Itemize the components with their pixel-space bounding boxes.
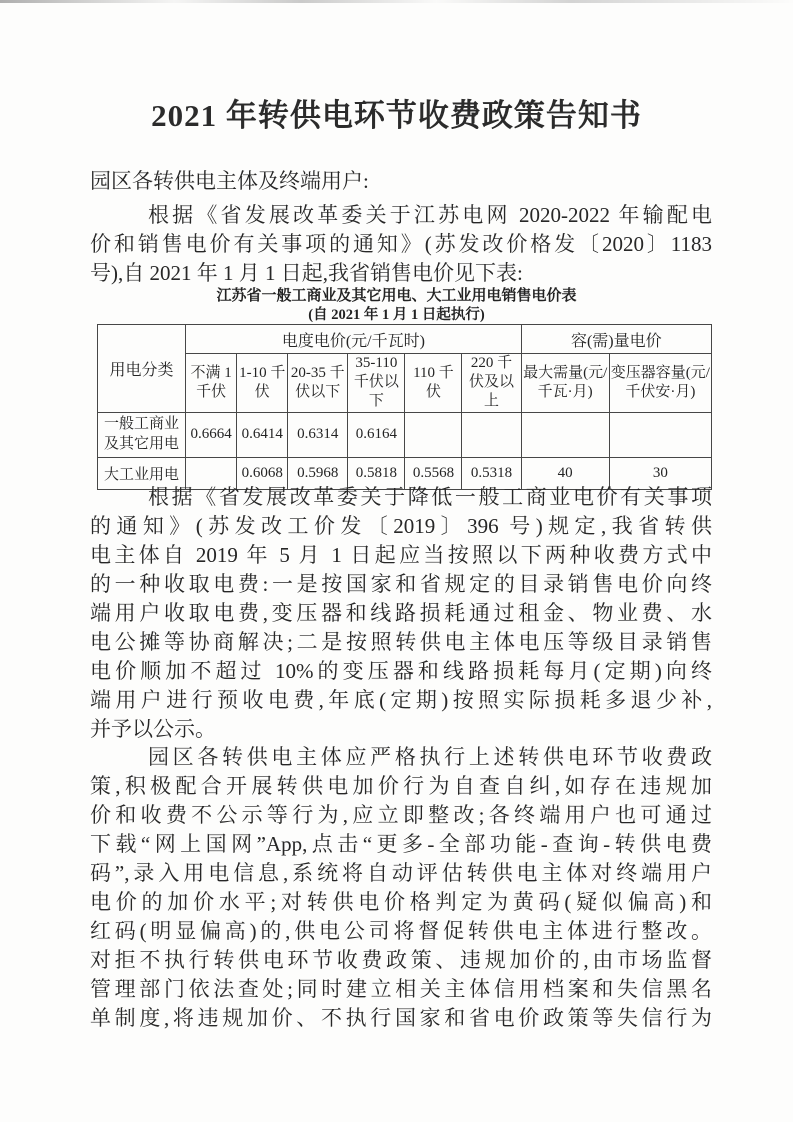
table-subtitle: (自 2021 年 1 月 1 日起执行) bbox=[308, 307, 485, 323]
text-line: 电价的加价水平;对转供电价格判定为黄码(疑似偏高)和 bbox=[90, 890, 712, 914]
column-header-voltage: 220 千伏及以上 bbox=[462, 354, 521, 413]
price-cell: 0.6164 bbox=[348, 412, 405, 457]
text-line: 单制度,将违规加价、不执行国家和省电价政策等失信行为 bbox=[90, 1006, 712, 1030]
table-header-row-columns bbox=[98, 354, 712, 413]
text-line: 园区各转供电主体应严格执行上述转供电环节收费政 bbox=[148, 745, 712, 769]
text-line: 码”,录入用电信息,系统将自动评估转供电主体对终端用户 bbox=[90, 861, 712, 885]
text-line: 端用户收取电费,变压器和线路损耗通过租金、物业费、水 bbox=[90, 601, 712, 625]
price-cell: 0.5968 bbox=[288, 457, 348, 489]
text-line: 电价顺加不超过 10%的变压器和线路损耗每月(定期)向终 bbox=[90, 659, 712, 683]
price-cell: 0.6664 bbox=[186, 412, 237, 457]
price-cell: 40 bbox=[521, 457, 609, 489]
text-line: 管理部门依法查处;同时建立相关主体信用档案和失信黑名 bbox=[90, 977, 712, 1001]
salutation: 园区各转供电主体及终端用户: bbox=[90, 169, 369, 193]
text-line: 并予以公示。 bbox=[90, 717, 216, 741]
column-header-voltage: 不满 1 千伏 bbox=[186, 354, 237, 413]
table-title: 江苏省一般工商业及其它用电、大工业用电销售电价表 bbox=[216, 288, 577, 304]
paragraph-enforcement bbox=[90, 743, 712, 1033]
price-cell: 0.5818 bbox=[348, 457, 405, 489]
column-header-voltage: 35-110 千伏以下 bbox=[348, 354, 405, 413]
price-cell: 0.5568 bbox=[405, 457, 462, 489]
column-header-category: 用电分类 bbox=[98, 325, 186, 413]
column-header-transformer-capacity: 变压器容量(元/千伏安·月) bbox=[609, 354, 711, 413]
paragraph-intro bbox=[90, 201, 712, 288]
column-header-voltage: 20-35 千伏以下 bbox=[288, 354, 348, 413]
column-group-capacity-price: 容(需)量电价 bbox=[521, 325, 711, 354]
text-line: 对拒不执行转供电环节收费政策、违规加价的,由市场监督 bbox=[90, 948, 712, 972]
column-group-energy-price: 电度电价(元/千瓦时) bbox=[186, 325, 521, 354]
price-cell bbox=[405, 412, 462, 457]
text-line: 策,积极配合开展转供电加价行为自查自纠,如存在违规加 bbox=[90, 774, 712, 798]
row-category: 大工业用电 bbox=[98, 457, 186, 489]
text-line: 价和销售电价有关事项的通知》(苏发改价格发〔2020〕1183 bbox=[90, 232, 712, 256]
price-cell: 0.6414 bbox=[237, 412, 288, 457]
text-line: 根据《省发展改革委关于降低一般工商业电价有关事项 bbox=[148, 485, 712, 509]
text-line: 下载“网上国网”App,点击“更多-全部功能-查询-转供电费 bbox=[90, 832, 712, 856]
table-header-row-groups bbox=[98, 325, 712, 354]
price-cell: 0.5318 bbox=[462, 457, 521, 489]
row-category: 一般工商业及其它用电 bbox=[98, 412, 186, 457]
text-line: 号),自 2021 年 1 月 1 日起,我省销售电价见下表: bbox=[90, 261, 523, 285]
text-line: 电公摊等协商解决;二是按照转供电主体电压等级目录销售 bbox=[90, 630, 712, 654]
column-header-voltage: 110 千伏 bbox=[405, 354, 462, 413]
electricity-price-table bbox=[97, 324, 712, 490]
table-row-general-commercial bbox=[98, 412, 712, 457]
column-header-max-demand: 最大需量(元/千瓦·月) bbox=[521, 354, 609, 413]
text-line: 根据《省发展改革委关于江苏电网 2020-2022 年输配电 bbox=[148, 203, 712, 227]
text-line: 价和收费不公示等行为,应立即整改;各终端用户也可通过 bbox=[90, 803, 712, 827]
text-line: 电主体自 2019 年 5 月 1 日起应当按照以下两种收费方式中 bbox=[90, 543, 712, 567]
document-title: 2021 年转供电环节收费政策告知书 bbox=[151, 98, 642, 133]
price-cell: 0.6068 bbox=[237, 457, 288, 489]
text-line: 端用户进行预收电费,年底(定期)按照实际损耗多退少补, bbox=[90, 688, 712, 712]
text-line: 的通知》(苏发改工价发〔2019〕396 号)规定,我省转供 bbox=[90, 514, 712, 538]
price-cell: 0.6314 bbox=[288, 412, 348, 457]
price-cell bbox=[462, 412, 521, 457]
text-line: 红码(明显偏高)的,供电公司将督促转供电主体进行整改。 bbox=[90, 919, 712, 943]
column-header-voltage: 1-10 千伏 bbox=[237, 354, 288, 413]
price-cell: 30 bbox=[609, 457, 711, 489]
scan-artifact-line bbox=[0, 0, 793, 3]
price-cell bbox=[609, 412, 711, 457]
text-line: 的一种收取电费:一是按国家和省规定的目录销售电价向终 bbox=[90, 572, 712, 596]
price-cell bbox=[521, 412, 609, 457]
paragraph-fee-rules bbox=[90, 483, 712, 744]
